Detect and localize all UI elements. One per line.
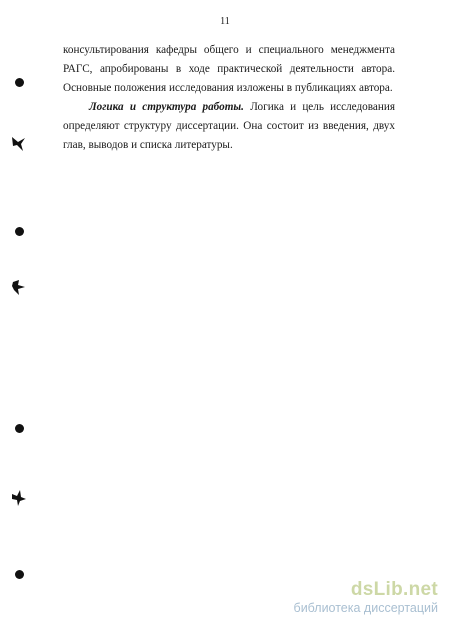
- paragraph-approbation: [63, 41, 395, 98]
- binder-hole-icon: [15, 78, 24, 87]
- binder-hole-icon: [15, 227, 24, 236]
- paragraph-line-rest: Логика и цель исследования: [243, 101, 395, 113]
- staple-mark-icon: [11, 278, 27, 296]
- paragraph-line: глав, выводов и списка литературы.: [63, 139, 233, 151]
- paragraph-structure: [63, 98, 395, 155]
- paragraph-first-line: [63, 98, 395, 117]
- binder-hole-icon: [15, 424, 24, 433]
- watermark: [262, 579, 442, 615]
- paragraph-line: определяют структуру диссертации. Она состоит из введения, двух: [63, 120, 395, 132]
- page-number: 11: [220, 16, 230, 27]
- watermark-tagline: библиотека диссертаций: [293, 601, 438, 615]
- paragraph-line: консультирования кафедры общего и специального менеджмента: [63, 44, 395, 56]
- run-in-heading: Логика и структура работы.: [89, 101, 244, 113]
- paragraph-line: Основные положения исследования изложены в публикациях автора.: [63, 82, 393, 94]
- staple-mark-icon: [11, 134, 27, 152]
- watermark-logo: dsLib.net: [350, 579, 438, 600]
- paragraph-line: РАГС, апробированы в ходе практической деятельности автора.: [63, 63, 395, 75]
- staple-mark-icon: [11, 489, 27, 507]
- binder-hole-icon: [15, 570, 24, 579]
